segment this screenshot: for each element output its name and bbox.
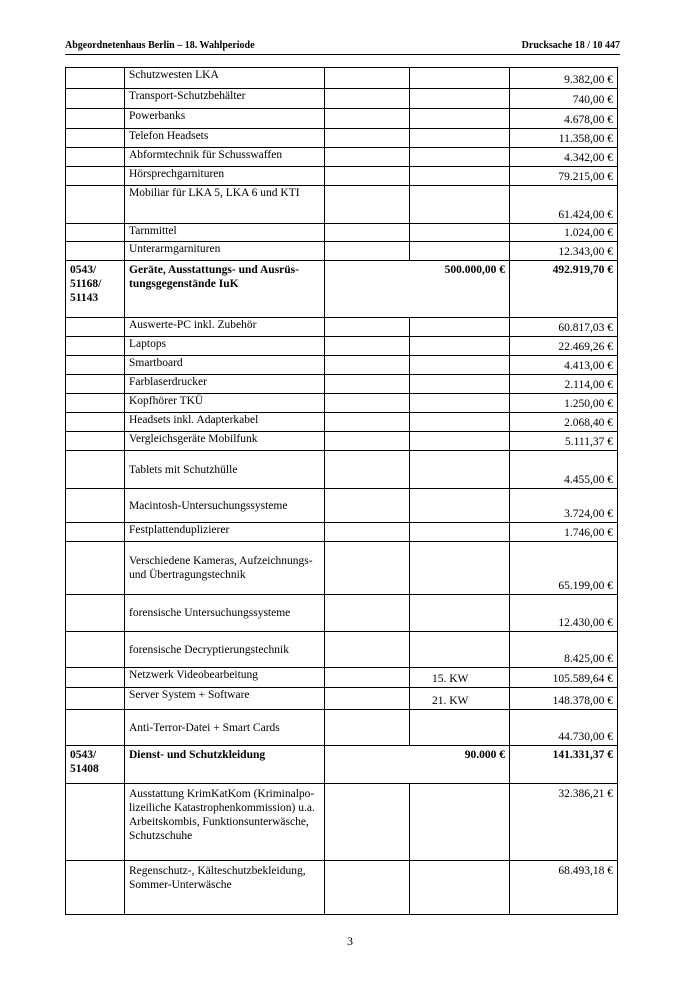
cell-date: 15. KW [410,668,510,688]
cell-item: Regenschutz-, Kälteschutzbekleidung, Sommer-Unterwäsche [125,861,325,915]
cell-plan [325,318,410,337]
cell-date [410,167,510,186]
cell-plan [325,129,410,148]
cell-amount: 740,00 € [510,89,618,109]
cell-code [66,337,125,356]
cell-date [410,356,510,375]
cell-plan [325,242,410,261]
cell-plan [325,89,410,109]
table-row [66,432,618,451]
cell-date [410,861,510,915]
cell-item: Abformtechnik für Schusswaffen [125,148,325,167]
cell-code [66,356,125,375]
table-row [66,167,618,186]
cell-plan [325,432,410,451]
table-row [66,318,618,337]
table-row [66,394,618,413]
cell-code [66,186,125,224]
table-row [66,413,618,432]
cell-plan [325,186,410,224]
cell-item: Kopfhörer TKÜ [125,394,325,413]
cell-code [66,784,125,861]
cell-code [66,109,125,129]
cell-item: Schutzwesten LKA [125,68,325,89]
table-row [66,337,618,356]
table-row [66,451,618,489]
cell-code [66,167,125,186]
cell-plan [325,68,410,89]
cell-amount: 12.343,00 € [510,242,618,261]
cell-amount: 2.114,00 € [510,375,618,394]
cell-amount: 11.358,00 € [510,129,618,148]
cell-item: Hörsprechgarnituren [125,167,325,186]
table-row [66,489,618,523]
cell-date [410,542,510,595]
cell-amount: 32.386,21 € [510,784,618,861]
cell-date [410,68,510,89]
cell-code [66,632,125,668]
cell-amount: 65.199,00 € [510,542,618,595]
table-row [66,523,618,542]
cell-item: Unterarmgarnituren [125,242,325,261]
cell-code [66,542,125,595]
cell-item: forensische Untersuchungssysteme [125,595,325,632]
cell-code [66,148,125,167]
cell-code [66,523,125,542]
cell-item: Anti-Terror-Datei + Smart Cards [125,710,325,746]
cell-plan [325,595,410,632]
cell-amount: 61.424,00 € [510,186,618,224]
cell-date [410,148,510,167]
cell-amount: 8.425,00 € [510,632,618,668]
cell-amount: 79.215,00 € [510,167,618,186]
cell-code [66,432,125,451]
cell-code: 0543/ 51168/ 51143 [66,261,125,318]
cell-plan [325,224,410,242]
cell-item: Smartboard [125,356,325,375]
cell-item: Macintosh-Untersuchungssysteme [125,489,325,523]
cell-plan: 90.000 € [325,746,510,784]
cell-plan: 500.000,00 € [325,261,510,318]
cell-date [410,451,510,489]
table-row [66,242,618,261]
cell-item: Ausstattung KrimKatKom (Kriminalpo-lizeiliche Katastrophenkommission) u.a. Arbeitskombis, Funktionsunterwäsche, Schutzschuhe [125,784,325,861]
cell-amount: 60.817,03 € [510,318,618,337]
cell-amount: 22.469,26 € [510,337,618,356]
cell-amount: 1.746,00 € [510,523,618,542]
cell-plan [325,148,410,167]
table-row [66,89,618,109]
cell-plan [325,523,410,542]
cell-date [410,413,510,432]
cell-item: Dienst- und Schutzkleidung [125,746,325,784]
cell-amount: 68.493,18 € [510,861,618,915]
table-row [66,542,618,595]
cell-plan [325,489,410,523]
cell-code [66,89,125,109]
cell-date [410,784,510,861]
page-header [65,40,620,55]
cell-code [66,710,125,746]
cell-plan [325,167,410,186]
cell-item: Transport-Schutzbehälter [125,89,325,109]
cell-plan [325,394,410,413]
table-row [66,861,618,915]
cell-amount: 3.724,00 € [510,489,618,523]
table-row [66,356,618,375]
cell-item: Netzwerk Videobearbeitung [125,668,325,688]
cell-date [410,89,510,109]
cell-code [66,668,125,688]
table-row [66,375,618,394]
cell-item: Tarnmittel [125,224,325,242]
cell-amount: 5.111,37 € [510,432,618,451]
cell-code [66,129,125,148]
cell-plan [325,451,410,489]
cell-date [410,186,510,224]
cell-date [410,318,510,337]
cell-date: 21. KW [410,688,510,710]
cell-code [66,394,125,413]
cell-date [410,489,510,523]
cell-code [66,413,125,432]
cell-amount: 105.589,64 € [510,668,618,688]
cell-amount: 141.331,37 € [510,746,618,784]
table-row [66,668,618,688]
cell-date [410,242,510,261]
cell-item: Server System + Software [125,688,325,710]
table-row [66,595,618,632]
cell-item: Tablets mit Schutzhülle [125,451,325,489]
cell-code [66,242,125,261]
header-document-number: Drucksache 18 / 10 447 [521,40,620,51]
cell-date [410,109,510,129]
cell-plan [325,109,410,129]
cell-code: 0543/ 51408 [66,746,125,784]
cell-plan [325,337,410,356]
cell-amount: 12.430,00 € [510,595,618,632]
cell-code [66,489,125,523]
cell-amount: 492.919,70 € [510,261,618,318]
header-parliament: Abgeordnetenhaus Berlin – 18. Wahlperiode [65,40,255,51]
cell-code [66,318,125,337]
table-row-category [66,261,618,318]
cell-amount: 4.342,00 € [510,148,618,167]
cell-amount: 4.678,00 € [510,109,618,129]
cell-date [410,595,510,632]
cell-code [66,688,125,710]
cell-code [66,224,125,242]
cell-amount: 1.250,00 € [510,394,618,413]
cell-item: Auswerte-PC inkl. Zubehör [125,318,325,337]
cell-code [66,861,125,915]
cell-date [410,224,510,242]
cell-code [66,68,125,89]
cell-amount: 2.068,40 € [510,413,618,432]
cell-plan [325,668,410,688]
cell-code [66,375,125,394]
cell-date [410,394,510,413]
table-row [66,632,618,668]
cell-item: forensische Decryptierungstechnik [125,632,325,668]
table-row [66,109,618,129]
cell-plan [325,710,410,746]
table-row [66,224,618,242]
cell-plan [325,861,410,915]
cell-item: Geräte, Ausstattungs- und Ausrüs-tungsgegenstände IuK [125,261,325,318]
cell-plan [325,356,410,375]
cell-item: Verschiedene Kameras, Aufzeichnungs- und Übertragungstechnik [125,542,325,595]
table-row [66,129,618,148]
cell-plan [325,632,410,668]
cell-item: Laptops [125,337,325,356]
cell-date [410,432,510,451]
cell-date [410,632,510,668]
table-row [66,710,618,746]
cell-item: Festplattenduplizierer [125,523,325,542]
cell-plan [325,413,410,432]
cell-amount: 1.024,00 € [510,224,618,242]
cell-code [66,595,125,632]
cell-item: Headsets inkl. Adapterkabel [125,413,325,432]
cell-date [410,375,510,394]
cell-code [66,451,125,489]
cell-item: Vergleichsgeräte Mobilfunk [125,432,325,451]
cell-date [410,129,510,148]
page-number: 3 [347,934,353,948]
cell-item: Telefon Headsets [125,129,325,148]
cell-plan [325,688,410,710]
cell-amount: 4.455,00 € [510,451,618,489]
cell-plan [325,542,410,595]
cell-date [410,523,510,542]
cell-plan [325,784,410,861]
cell-amount: 9.382,00 € [510,68,618,89]
cell-item: Powerbanks [125,109,325,129]
cell-amount: 148.378,00 € [510,688,618,710]
budget-table [65,67,618,915]
table-row-category [66,746,618,784]
table-row [66,186,618,224]
table-row [66,148,618,167]
cell-item: Farblaserdrucker [125,375,325,394]
cell-date [410,710,510,746]
table-row [66,784,618,861]
table-row [66,688,618,710]
cell-amount: 44.730,00 € [510,710,618,746]
cell-date [410,337,510,356]
cell-plan [325,375,410,394]
table-row [66,68,618,89]
cell-item: Mobiliar für LKA 5, LKA 6 und KTI [125,186,325,224]
cell-amount: 4.413,00 € [510,356,618,375]
